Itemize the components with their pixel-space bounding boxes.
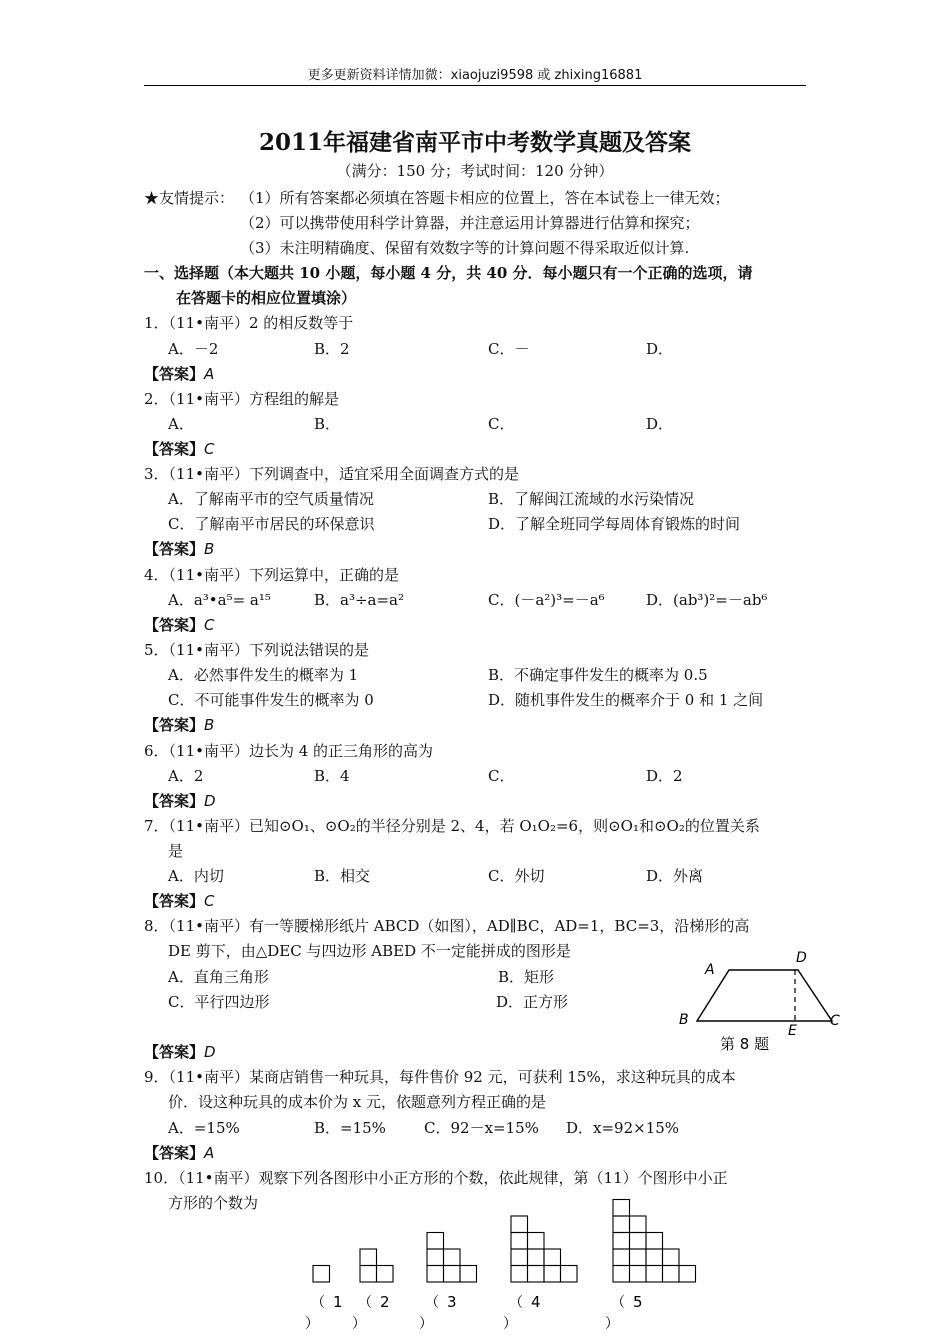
answer-value: D xyxy=(204,1043,216,1061)
small-square xyxy=(544,1249,561,1266)
question-stem: 5．（11•南平）下列说法错误的是 xyxy=(144,641,369,659)
option: D．(ab³)²=－ab⁶ xyxy=(646,591,768,609)
small-square xyxy=(613,1216,630,1233)
header-rule xyxy=(144,85,806,86)
answer-value: A xyxy=(204,365,215,383)
small-square xyxy=(528,1233,545,1250)
option: A．a³•a⁵= a¹⁵ xyxy=(168,591,271,609)
figure-label-number: 1 xyxy=(333,1293,343,1311)
small-square xyxy=(444,1266,461,1283)
figure-label-open: （ xyxy=(509,1295,523,1311)
figure-label-number: 2 xyxy=(380,1293,390,1311)
answer-value: D xyxy=(204,792,216,810)
vertex-label-c: C xyxy=(830,1013,840,1029)
option: C．平行四边形 xyxy=(168,993,270,1011)
option: C．－ xyxy=(488,340,530,358)
option: C． xyxy=(488,767,515,785)
option: C．了解南平市居民的环保意识 xyxy=(168,515,375,533)
answer-line xyxy=(144,614,215,635)
small-square xyxy=(630,1216,647,1233)
option: D．了解全班同学每周体育锻炼的时间 xyxy=(488,515,741,533)
option: D．2 xyxy=(646,767,683,785)
question-stem-cont: 方形的个数为 xyxy=(168,1194,259,1212)
answer-prefix: 【答案】 xyxy=(144,792,205,810)
answer-prefix: 【答案】 xyxy=(144,616,205,634)
answer-prefix: 【答案】 xyxy=(144,892,205,910)
small-square xyxy=(646,1249,663,1266)
answer-value: C xyxy=(204,440,215,458)
answer-value: B xyxy=(204,716,215,734)
answer-value: A xyxy=(204,1144,215,1162)
tip-item: （2）可以携带使用科学计算器，并注意运用计算器进行估算和探究； xyxy=(240,214,700,232)
small-square xyxy=(679,1266,696,1283)
question-stem-cont: 价．设这种玩具的成本价为 x 元，依题意列方程正确的是 xyxy=(168,1093,546,1111)
figure-label-open: （ xyxy=(611,1295,625,1311)
option: D．随机事件发生的概率介于 0 和 1 之间 xyxy=(488,691,764,709)
figure-label-close: ） xyxy=(352,1316,366,1332)
figure-label-close: ） xyxy=(503,1316,517,1332)
small-square xyxy=(427,1233,444,1250)
question-stem: 10．（11•南平）观察下列各图形中小正方形的个数，依此规律，第（11）个图形中小正 xyxy=(144,1169,728,1187)
small-square xyxy=(613,1249,630,1266)
small-square xyxy=(663,1266,680,1283)
answer-prefix: 【答案】 xyxy=(144,716,205,734)
figure-label-number: 4 xyxy=(531,1293,541,1311)
small-square xyxy=(613,1200,630,1217)
option: A．－2 xyxy=(168,340,219,358)
option: B．矩形 xyxy=(498,968,555,986)
answer-value: C xyxy=(204,892,215,910)
small-square xyxy=(544,1266,561,1283)
question-stem: 9．（11•南平）某商店销售一种玩具，每件售价 92 元，可获利 15%，求这种玩具的成本 xyxy=(144,1068,736,1086)
option: D．x=92×15% xyxy=(566,1119,680,1137)
vertex-label-e: E xyxy=(788,1023,797,1039)
small-square xyxy=(646,1233,663,1250)
question-stem: 4．（11•南平）下列运算中，正确的是 xyxy=(144,566,399,584)
small-square xyxy=(360,1249,377,1266)
answer-prefix: 【答案】 xyxy=(144,365,205,383)
vertex-label-b: B xyxy=(679,1012,689,1028)
option: A．了解南平市的空气质量情况 xyxy=(168,490,374,508)
tip-item: （1）所有答案都必须填在答题卡相应的位置上，答在本试卷上一律无效； xyxy=(240,189,730,207)
option: B．相交 xyxy=(314,867,371,885)
vertex-label-d: D xyxy=(796,950,807,966)
option: D． xyxy=(646,340,674,358)
question-stem: 2．（11•南平）方程组的解是 xyxy=(144,390,339,408)
option: D． xyxy=(646,415,674,433)
figure-label-number: 5 xyxy=(633,1293,643,1311)
section-heading: 一、选择题（本大题共 10 小题，每小题 4 分，共 40 分．每小题只有一个正确的选项，请 xyxy=(144,264,753,282)
small-square xyxy=(630,1233,647,1250)
small-square xyxy=(646,1266,663,1283)
small-square xyxy=(511,1266,528,1283)
option: D．外离 xyxy=(646,867,704,885)
vertex-label-a: A xyxy=(705,962,715,978)
figure-label-open: （ xyxy=(358,1295,372,1311)
small-square xyxy=(427,1266,444,1283)
option: A．2 xyxy=(168,767,204,785)
small-square xyxy=(313,1266,330,1283)
answer-prefix: 【答案】 xyxy=(144,440,205,458)
small-square xyxy=(561,1266,578,1283)
small-square xyxy=(511,1233,528,1250)
answer-value: C xyxy=(204,616,215,634)
question-stem: 7．（11•南平）已知⊙O₁、⊙O₂的半径分别是 2、4，若 O₁O₂=6，则⊙O₁和⊙O₂的位置关系 xyxy=(144,817,760,835)
small-square xyxy=(460,1266,477,1283)
small-square xyxy=(360,1266,377,1283)
option: A．必然事件发生的概率为 1 xyxy=(168,666,359,684)
small-square xyxy=(613,1233,630,1250)
answer-line xyxy=(144,890,215,911)
answer-line xyxy=(144,714,214,735)
figure-label-close: ） xyxy=(419,1316,433,1332)
option: B．了解闽江流域的水污染情况 xyxy=(488,490,695,508)
figure-caption: 第 8 题 xyxy=(720,1035,770,1053)
small-square xyxy=(427,1249,444,1266)
answer-line xyxy=(144,1041,216,1062)
option: C． xyxy=(488,415,515,433)
figure-label-close: ） xyxy=(605,1316,619,1332)
small-square xyxy=(630,1249,647,1266)
small-square xyxy=(511,1249,528,1266)
option: A． xyxy=(168,415,194,433)
small-square xyxy=(444,1249,461,1266)
small-square xyxy=(377,1266,394,1283)
answer-prefix: 【答案】 xyxy=(144,540,205,558)
figure-label-number: 3 xyxy=(447,1293,457,1311)
figure-label-close: ） xyxy=(305,1316,319,1332)
tips-label: ★友情提示： xyxy=(144,189,235,207)
question-stem-cont: DE 剪下，由△DEC 与四边形 ABED 不一定能拼成的图形是 xyxy=(168,942,571,960)
small-square xyxy=(663,1249,680,1266)
page-subtitle: （满分：150 分；考试时间：120 分钟） xyxy=(336,162,614,180)
tip-item: （3）未注明精确度、保留有效数字等的计算问题不得采取近似计算. xyxy=(240,239,690,257)
option: B．=15% xyxy=(314,1119,386,1137)
answer-prefix: 【答案】 xyxy=(144,1043,205,1061)
option: A．=15% xyxy=(168,1119,240,1137)
answer-line xyxy=(144,538,214,559)
question-stem: 3．（11•南平）下列调查中，适宜采用全面调查方式的是 xyxy=(144,465,519,483)
answer-prefix: 【答案】 xyxy=(144,1144,205,1162)
option: B．4 xyxy=(314,767,350,785)
question-stem: 1．（11•南平）2 的相反数等于 xyxy=(144,314,354,332)
option: B．a³÷a=a² xyxy=(314,591,405,609)
answer-line xyxy=(144,1142,214,1163)
option: C．(－a²)³=－a⁶ xyxy=(488,591,605,609)
option: C．92－x=15% xyxy=(424,1119,539,1137)
small-square xyxy=(511,1216,528,1233)
small-square xyxy=(528,1266,545,1283)
option: C．不可能事件发生的概率为 0 xyxy=(168,691,374,709)
option: B．2 xyxy=(314,340,350,358)
page-header: 更多更新资料详情加微：xiaojuzi9598 或 zhixing16881 xyxy=(307,68,643,83)
small-square xyxy=(613,1266,630,1283)
option: D．正方形 xyxy=(496,993,569,1011)
figure-label-open: （ xyxy=(425,1295,439,1311)
page-title: 2011年福建省南平市中考数学真题及答案 xyxy=(258,129,691,156)
figure-10-staircases xyxy=(300,1180,820,1340)
option: B． xyxy=(314,415,341,433)
question-stem: 6．（11•南平）边长为 4 的正三角形的高为 xyxy=(144,742,434,760)
small-square xyxy=(528,1249,545,1266)
figure-label-open: （ xyxy=(311,1295,325,1311)
option: B．不确定事件发生的概率为 0.5 xyxy=(488,666,708,684)
question-stem-cont: 是 xyxy=(168,842,184,860)
question-stem: 8．（11•南平）有一等腰梯形纸片 ABCD（如图），AD∥BC，AD=1，BC=3，沿梯形的高 xyxy=(144,917,750,935)
section-heading-cont: 在答题卡的相应位置填涂） xyxy=(176,289,357,307)
answer-line xyxy=(144,363,214,384)
answer-line xyxy=(144,790,216,811)
small-square xyxy=(630,1266,647,1283)
option: C．外切 xyxy=(488,867,545,885)
figure-8-trapezoid xyxy=(670,945,850,1060)
option: A．直角三角形 xyxy=(168,968,269,986)
trapezoid-shape xyxy=(697,970,832,1021)
answer-value: B xyxy=(204,540,215,558)
option: A．内切 xyxy=(168,867,224,885)
answer-line xyxy=(144,438,215,459)
